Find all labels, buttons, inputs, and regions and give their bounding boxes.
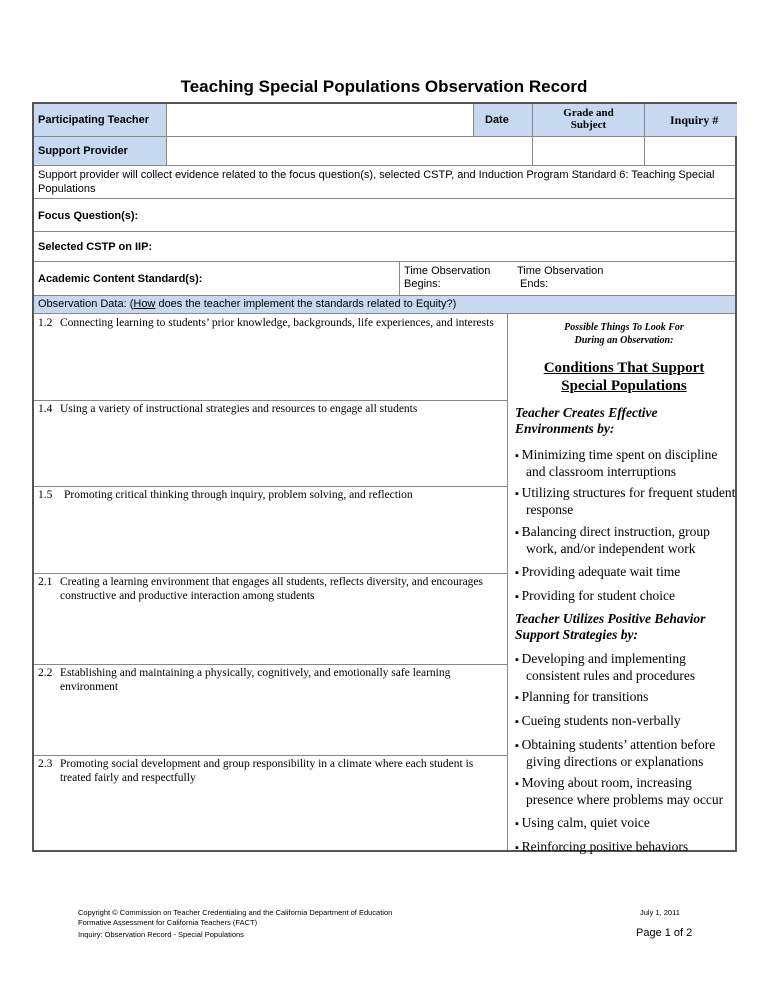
list-item: ▪ Moving about room, increasing presence where problems may occur bbox=[515, 775, 740, 808]
participating-teacher-label: Participating Teacher bbox=[34, 104, 167, 136]
list-item: ▪ Developing and implementing consistent rules and procedures bbox=[515, 651, 740, 684]
academic-standard-cell[interactable] bbox=[34, 262, 400, 295]
time-begins-cell[interactable]: Time Observation Begins: bbox=[404, 265, 491, 290]
effective-environments-heading: Teacher Creates Effective Environments by: bbox=[515, 405, 658, 436]
observation-2-3[interactable]: 2.3 Promoting social development and group responsibility in a climate where each student is treated fairly and respectfully bbox=[38, 758, 474, 784]
grade-subject-field[interactable] bbox=[533, 137, 645, 165]
support-provider-field[interactable] bbox=[167, 137, 533, 165]
participating-teacher-field[interactable] bbox=[167, 104, 474, 136]
support-provider-label: Support Provider bbox=[34, 137, 167, 165]
observation-2-1[interactable]: 2.1 Creating a learning environment that engages all students, reflects diversity, and encourages constructive and productive interaction among students bbox=[34, 573, 507, 665]
focus-question-label: Focus Question(s): bbox=[38, 210, 139, 222]
list-item: ▪ Providing for student choice bbox=[515, 588, 740, 605]
list-item: ▪ Balancing direct instruction, group work, and/or independent work bbox=[515, 524, 740, 557]
page-title: Teaching Special Populations Observation Record bbox=[180, 77, 588, 96]
observation-list bbox=[34, 314, 508, 850]
footer-left: Copyright © Commission on Teacher Credentialing and the California Department of Education Formative Assessment for California Teachers (FACT) Inquiry: Observation Record - Special Populations bbox=[78, 908, 393, 939]
focus-question-row[interactable] bbox=[34, 199, 735, 232]
support-provider-row bbox=[34, 137, 735, 166]
list-item: ▪ Planning for transitions bbox=[515, 689, 740, 706]
selected-cstp-row[interactable] bbox=[34, 232, 735, 262]
academic-standard-label: Academic Content Standard(s): bbox=[38, 273, 203, 285]
observation-data-header: Observation Data: (How does the teacher implement the standards related to Equity?) bbox=[34, 296, 735, 314]
list-item: ▪ Obtaining students’ attention before giving directions or explanations bbox=[515, 737, 740, 770]
conditions-heading: Conditions That Support Special Populations bbox=[543, 360, 705, 394]
list-item: ▪ Minimizing time spent on discipline and classroom interruptions bbox=[515, 447, 740, 480]
inquiry-field[interactable] bbox=[645, 137, 737, 165]
list-item: ▪ Cueing students non-verbally bbox=[515, 713, 740, 730]
page-number: Page 1 of 2 bbox=[636, 927, 693, 939]
list-item: ▪ Providing adequate wait time bbox=[515, 564, 740, 581]
observation-1-4[interactable]: 1.4 Using a variety of instructional strategies and resources to engage all students bbox=[34, 400, 507, 487]
behavior-support-heading: Teacher Utilizes Positive Behavior Support Strategies by: bbox=[515, 611, 706, 642]
selected-cstp-label: Selected CSTP on IIP: bbox=[38, 241, 153, 253]
observation-2-2[interactable]: 2.2 Establishing and maintaining a physically, cognitively, and emotionally safe learning environment bbox=[34, 664, 507, 756]
intro-row bbox=[34, 166, 735, 199]
inquiry-label: Inquiry # bbox=[645, 104, 737, 136]
grade-subject-label: Grade and Subject bbox=[533, 104, 645, 136]
list-item: ▪ Utilizing structures for frequent student response bbox=[515, 485, 740, 518]
time-ends-cell[interactable]: Time Observation Ends: bbox=[517, 265, 604, 290]
intro-text: Support provider will collect evidence related to the focus question(s), selected CSTP, and Induction Program Standard 6: Teaching Special Populations bbox=[38, 169, 715, 195]
list-item: ▪ Using calm, quiet voice bbox=[515, 815, 740, 832]
observation-1-5[interactable]: 1.5 Promoting critical thinking through inquiry, problem solving, and reflection bbox=[34, 486, 507, 574]
list-item: ▪ Reinforcing positive behaviors bbox=[515, 839, 740, 856]
standard-time-row bbox=[34, 262, 735, 296]
footer-date: July 1, 2011 bbox=[640, 908, 680, 917]
teacher-row bbox=[34, 104, 735, 137]
date-label: Date bbox=[474, 104, 533, 136]
observation-1-2[interactable]: 1.2 Connecting learning to students’ prior knowledge, backgrounds, life experiences, and interests bbox=[34, 314, 507, 401]
